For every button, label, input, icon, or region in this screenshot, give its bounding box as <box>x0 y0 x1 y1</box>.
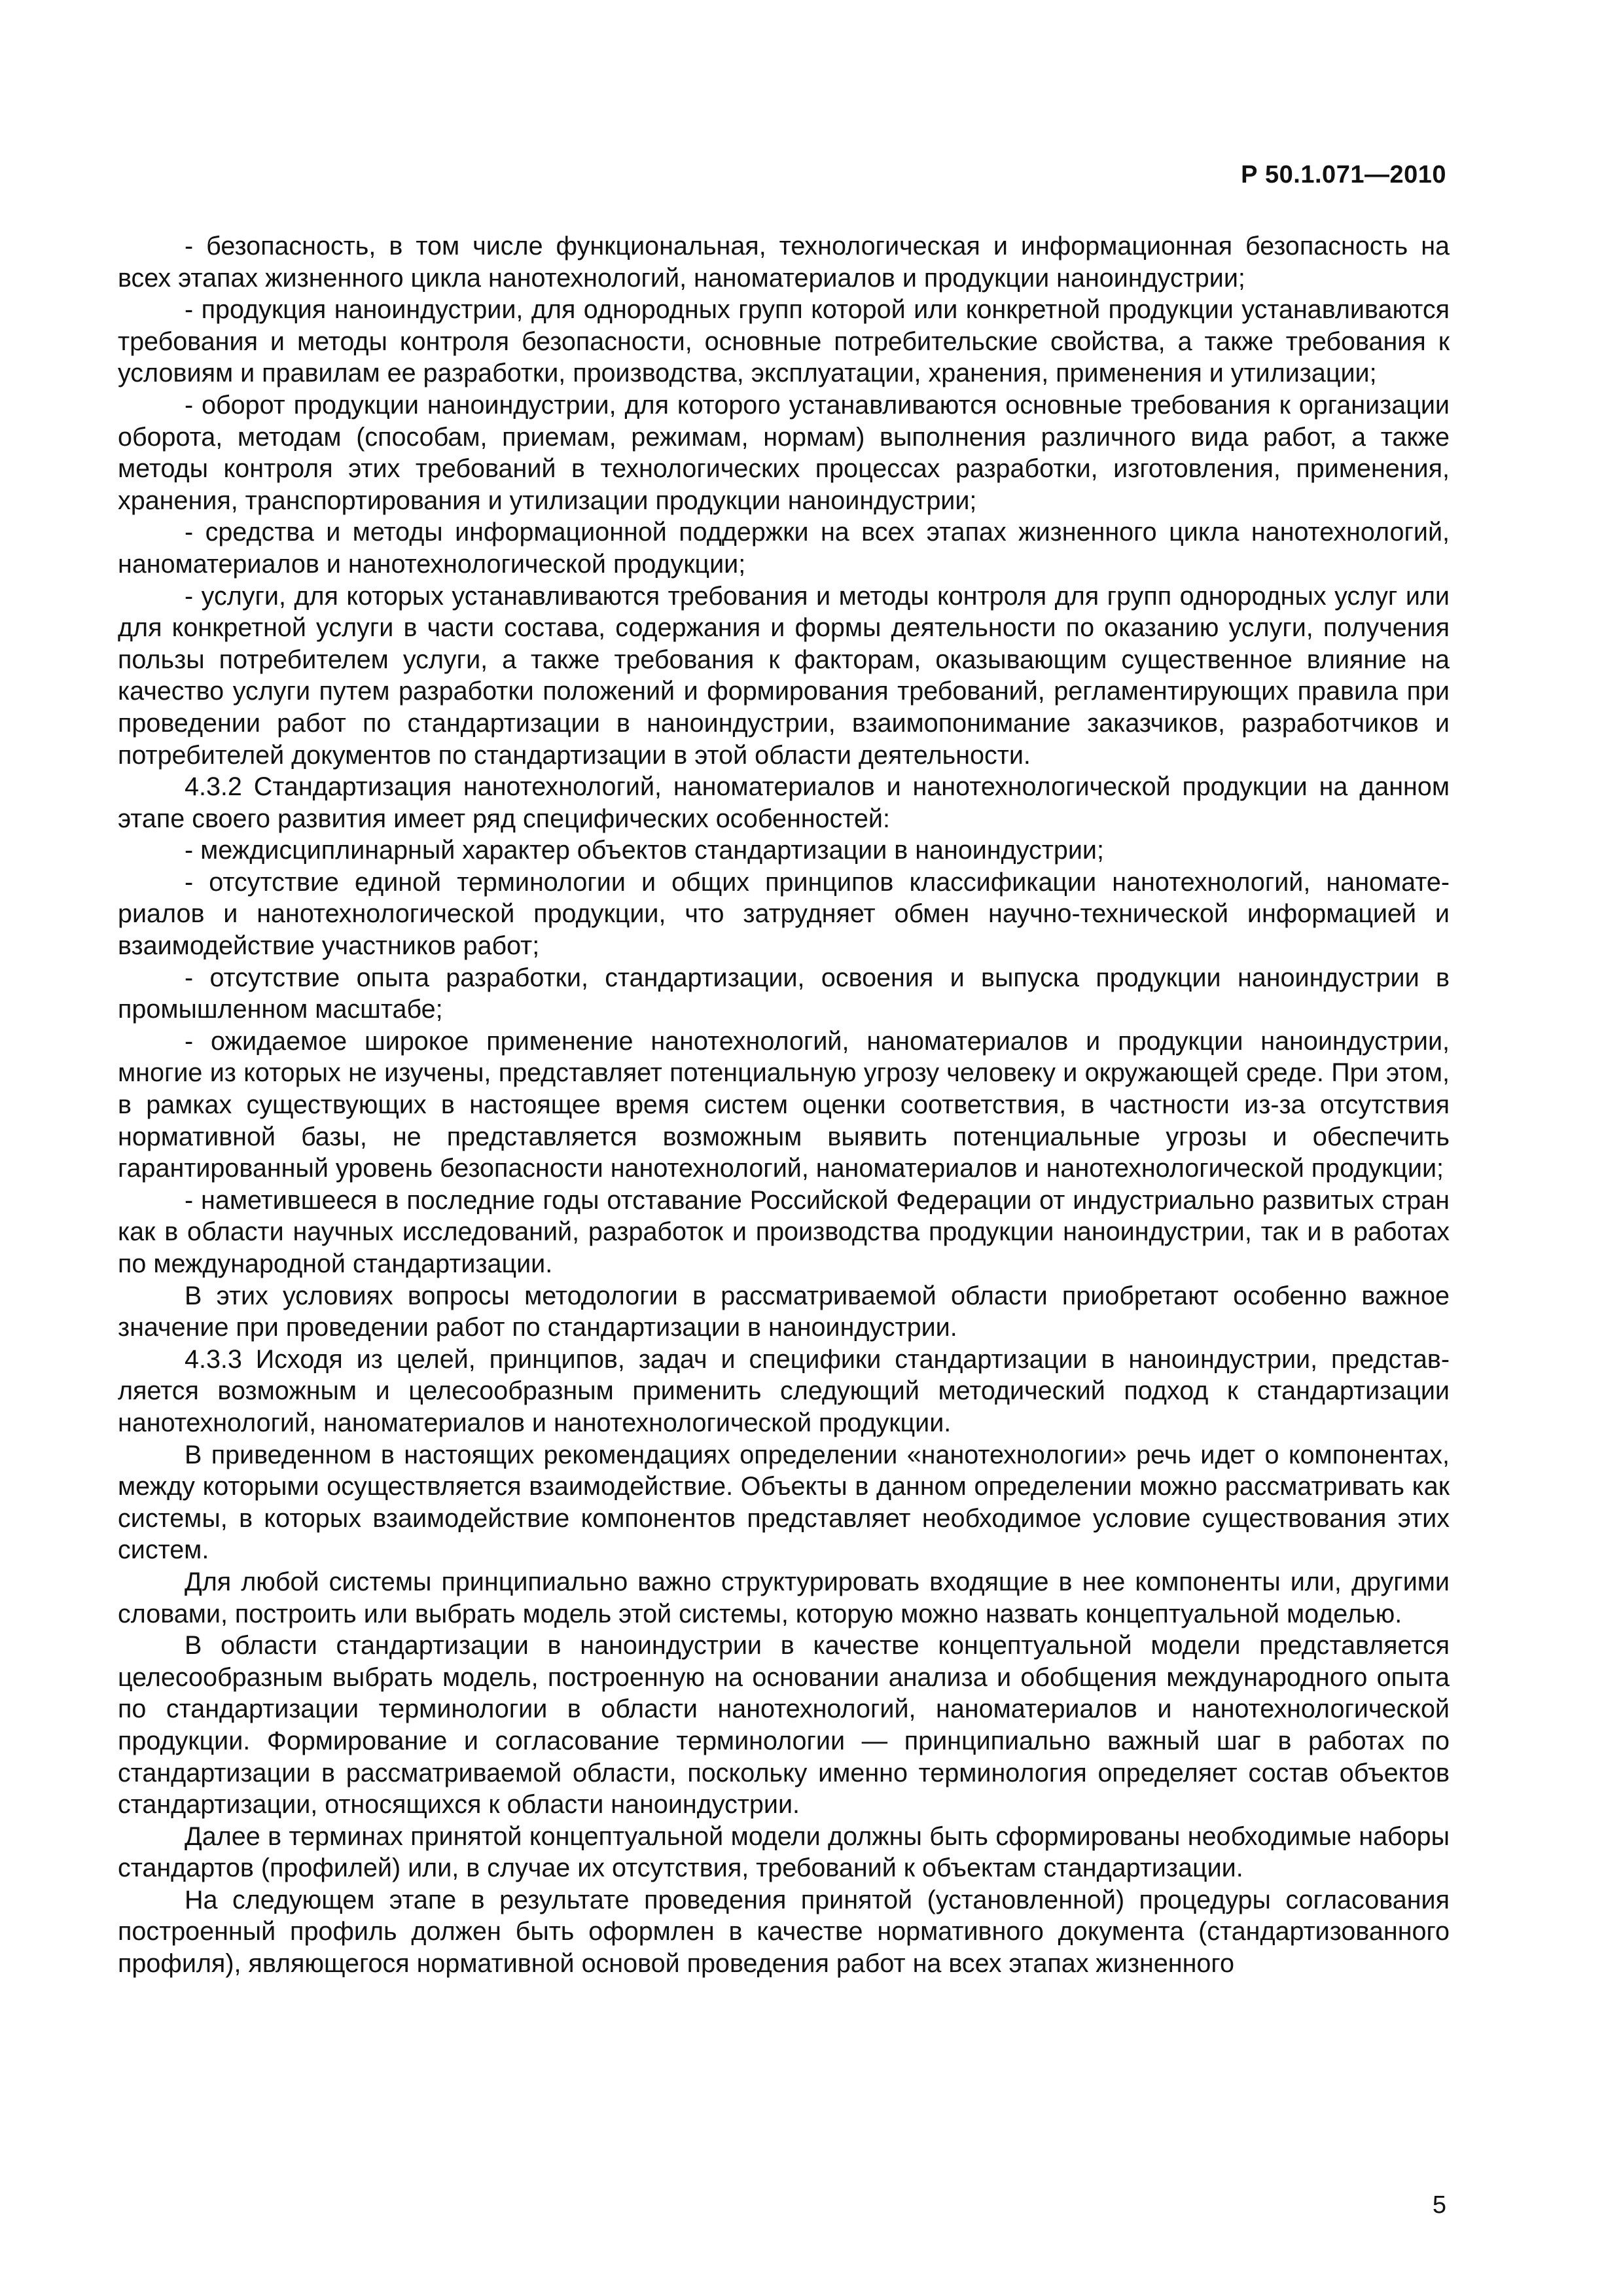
bullet-interdisciplinary: - междисциплинарный характер объектов стандартизации в наноиндустрии; <box>185 836 1104 865</box>
body-text <box>118 230 1450 1980</box>
paragraph-profiles: Далее в терминах принятой концептуальной модели должны быть сформированы необходимые наборы стандартов (профилей) или, в случае их отсутствия, требований к объектам стандартизации. <box>118 1821 1450 1883</box>
bullet-no-terminology: - отсутствие единой терминологии и общих принципов классификации нанотехнологий, наноматериалов и нанотехнологической продукции, что затрудняет обмен научно-технической информацией и взаимодействие участников работ; <box>118 867 1450 961</box>
bullet-services: - услуги, для которых устанавливаются требования и методы контроля для групп однородных услуг или для конкретной услуги в части состава, содержания и формы деятельности по оказанию услуги, получения пользы потребителем услуги, а также требования к факторам, оказывающим существенное влияние на качество услуги путем разработки положений и формирования требований, регламентирующих правила при проведении работ по стандартизации в наноиндустрии, взаимопонимание заказчиков, разработчиков и потребителей документов по стандартизации в этой области деятельности. <box>118 581 1450 770</box>
clause-4-3-3: 4.3.3 Исходя из целей, принципов, задач и специфики стандартизации в наноиндустрии, представляется возможным и целесообразным применить следующий методический подход к стандартизации нанотехнологий, наноматериалов и нанотехнологической продукции. <box>118 1344 1450 1437</box>
document-code: Р 50.1.071—2010 <box>1241 161 1446 188</box>
bullet-information-support: - средства и методы информационной поддержки на всех этапах жизненного цикла нанотехнологий, наноматериалов и нанотехнологической продукции; <box>118 518 1450 579</box>
bullet-nanoindustry-products: - продукция наноиндустрии, для однородных групп которой или конкретной продукции устанавливаются требования и методы контроля безопасности, основные потребительские свойства, а также требования к условиям и правилам ее разработки, производства, эксплуатации, хранения, применения и утилизации; <box>118 295 1450 388</box>
paragraph-definition: В приведенном в настоящих рекомендациях определении «нанотехнологии» речь идет о компонентах, между которыми осуществляется взаимодействие. Объекты в данном определении можно рассматривать как системы, в которых взаимодействие компонентов представляет необходимое условие существования этих систем. <box>118 1440 1450 1565</box>
bullet-potential-threat: - ожидаемое широкое применение нанотехнологий, наноматериалов и продукции наноиндустрии, многие из которых не изучены, представляет потенциальную угрозу человеку и окружающей среде. При этом, в рамках существующих в настоящее время систем оценки соответствия, в частности из-за отсутствия нормативной базы, не представляется возможным выявить потенциальные угрозы и обеспечить гарантированный уровень безопасности нанотехнологий, наноматериалов и нанотехнологической продукции; <box>118 1026 1450 1183</box>
page-number: 5 <box>1432 2191 1446 2219</box>
paragraph-system-model: Для любой системы принципиально важно структурировать входящие в нее компоненты или, другими словами, построить или выбрать модель этой системы, которую можно назвать концептуальной моделью. <box>118 1567 1450 1628</box>
paragraph-conceptual-model: В области стандартизации в наноиндустрии в качестве концептуальной модели представляется целесообразным выбрать модель, построенную на основании анализа и обобщения международного опыта по стандартизации терминологии в области нанотехнологий, наноматериалов и нанотехнологической продукции. Формирование и согласование терминологии — принципиально важный шаг в работах по стандартизации в рассматриваемой области, поскольку именно терминология определяет состав объектов стандартизации, относящихся к области наноиндустрии. <box>118 1631 1450 1820</box>
bullet-safety: - безопасность, в том числе функциональная, технологическая и информационная безопасность на всех этапах жизненного цикла нанотехнологий, наноматериалов и продукции наноиндустрии; <box>118 232 1450 293</box>
paragraph-methodology: В этих условиях вопросы методологии в рассматриваемой области приобретают особенно важное значение при проведении работ по стандартизации в наноиндустрии. <box>118 1281 1450 1342</box>
clause-4-3-2: 4.3.2 Стандартизация нанотехнологий, наноматериалов и нанотехнологической продукции на данном этапе своего развития имеет ряд специфических особенностей: <box>118 772 1450 833</box>
paragraph-next-stage: На следующем этапе в результате проведения принятой (установленной) процедуры согласования построенный профиль должен быть оформлен в качестве нормативного документа (стандартизованного профиля), являющегося нормативной основой проведения работ на всех этапах жизненного <box>118 1885 1450 1979</box>
bullet-no-experience: - отсутствие опыта разработки, стандартизации, освоения и выпуска продукции наноиндустрии в промышленном масштабе; <box>118 963 1450 1024</box>
bullet-lagging: - наметившееся в последние годы отставание Российской Федерации от индустриально развитых стран как в области научных исследований, разработок и производства продукции наноиндустрии, так и в работах по международной стандартизации. <box>118 1185 1450 1278</box>
bullet-product-circulation: - оборот продукции наноиндустрии, для которого устанавливаются основные требования к организации оборота, методам (способам, приемам, режимам, нормам) выполнения различного вида работ, а также методы контроля этих требований в технологических процессах разработки, изготовления, применения, хранения, транспортирования и утилизации продукции наноиндустрии; <box>118 390 1450 515</box>
